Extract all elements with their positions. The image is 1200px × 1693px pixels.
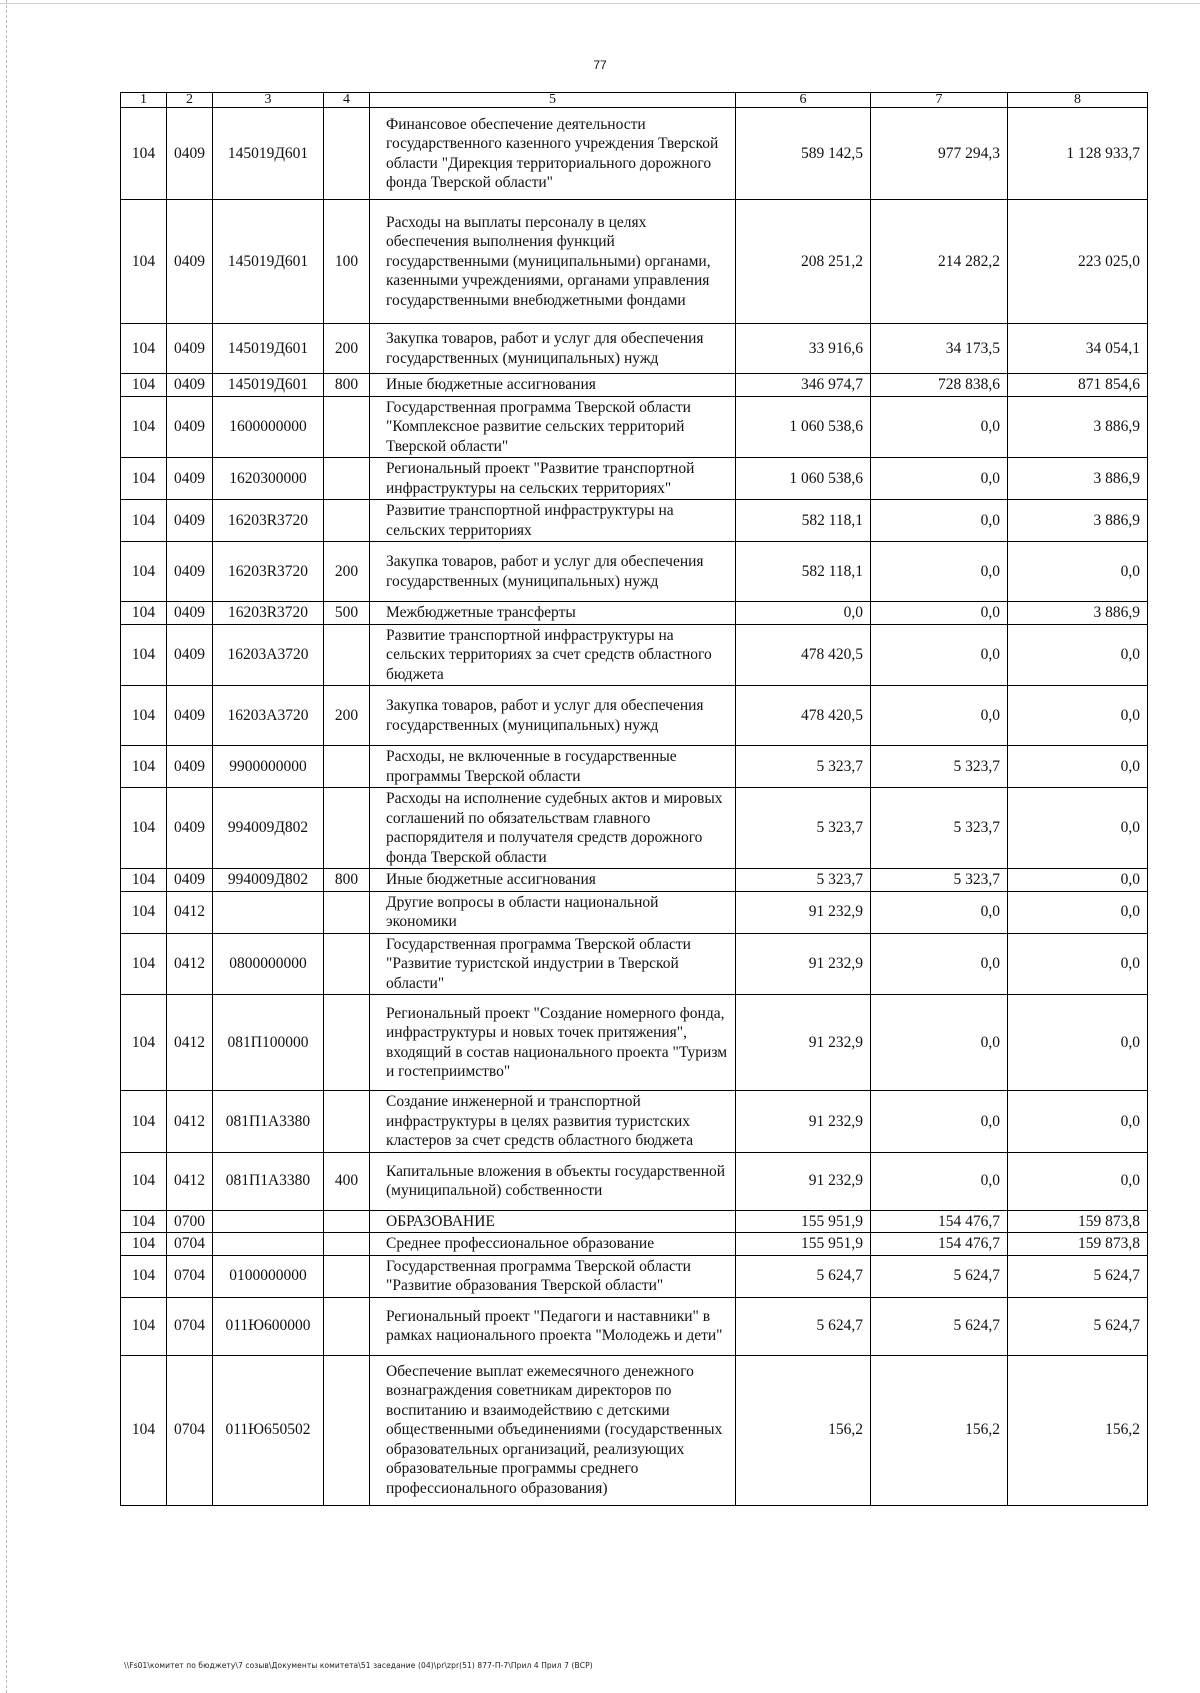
cell-description: Расходы на выплаты персоналу в целях обеспечения выполнения функций государственными (муниципальными) органами, казенными учреждениями, органами управления государственными внебюджетными фондами [370,200,736,324]
table-row [121,374,1148,397]
cell-target-article: 994009Д802 [213,788,324,869]
cell-expense-type [324,1091,370,1153]
cell-expense-type [324,1210,370,1233]
cell-target-article: 16203R3720 [213,542,324,602]
cell-description: Финансовое обеспечение деятельности государственного казенного учреждения Тверской области "Дирекция территориального дорожного фонда Тверской области" [370,108,736,200]
cell-amount-2025: 91 232,9 [736,995,871,1091]
table-row [121,602,1148,625]
header-col-4: 4 [324,93,370,108]
table-row [121,1233,1148,1256]
header-col-5: 5 [370,93,736,108]
cell-amount-2026: 154 476,7 [871,1210,1008,1233]
cell-subsection-code: 0412 [167,933,213,995]
cell-description: Развитие транспортной инфраструктуры на сельских территориях за счет средств областного бюджета [370,624,736,686]
cell-expense-type: 400 [324,1152,370,1210]
cell-expense-type [324,933,370,995]
cell-amount-2025: 33 916,6 [736,324,871,374]
cell-amount-2027: 0,0 [1008,869,1148,892]
cell-subsection-code: 0409 [167,788,213,869]
cell-description: Государственная программа Тверской области "Комплексное развитие сельских территорий Тверской области" [370,396,736,458]
cell-subsection-code: 0412 [167,1091,213,1153]
cell-amount-2027: 3 886,9 [1008,602,1148,625]
cell-subsection-code: 0704 [167,1233,213,1256]
cell-section-code: 104 [121,542,167,602]
cell-subsection-code: 0409 [167,869,213,892]
cell-amount-2027: 156,2 [1008,1355,1148,1505]
cell-amount-2025: 1 060 538,6 [736,458,871,500]
cell-amount-2026: 34 173,5 [871,324,1008,374]
cell-section-code: 104 [121,602,167,625]
cell-target-article: 16203R3720 [213,602,324,625]
cell-expense-type [324,1297,370,1355]
cell-subsection-code: 0409 [167,542,213,602]
table-row [121,869,1148,892]
cell-subsection-code: 0409 [167,458,213,500]
cell-amount-2026: 5 624,7 [871,1255,1008,1297]
cell-subsection-code: 0409 [167,624,213,686]
table-row [121,1255,1148,1297]
table-row [121,1210,1148,1233]
cell-section-code: 104 [121,1233,167,1256]
table-row [121,1091,1148,1153]
cell-subsection-code: 0409 [167,686,213,746]
cell-expense-type [324,108,370,200]
cell-amount-2027: 3 886,9 [1008,396,1148,458]
cell-subsection-code: 0704 [167,1255,213,1297]
table-row [121,458,1148,500]
cell-amount-2027: 159 873,8 [1008,1233,1148,1256]
cell-target-article: 9900000000 [213,746,324,788]
cell-amount-2026: 728 838,6 [871,374,1008,397]
cell-amount-2027: 0,0 [1008,788,1148,869]
cell-amount-2026: 5 323,7 [871,746,1008,788]
table-header-row [121,93,1148,108]
header-col-8: 8 [1008,93,1148,108]
cell-amount-2025: 478 420,5 [736,624,871,686]
cell-section-code: 104 [121,1210,167,1233]
cell-section-code: 104 [121,686,167,746]
table-row [121,1297,1148,1355]
cell-section-code: 104 [121,746,167,788]
cell-amount-2027: 159 873,8 [1008,1210,1148,1233]
cell-description: Развитие транспортной инфраструктуры на сельских территориях [370,500,736,542]
cell-expense-type: 200 [324,324,370,374]
cell-target-article: 081П100000 [213,995,324,1091]
cell-amount-2026: 5 323,7 [871,788,1008,869]
cell-description: Региональный проект "Развитие транспортной инфраструктуры на сельских территориях" [370,458,736,500]
cell-description: Иные бюджетные ассигнования [370,374,736,397]
cell-amount-2027: 0,0 [1008,891,1148,933]
cell-description: Государственная программа Тверской области "Развитие туристской индустрии в Тверской области" [370,933,736,995]
cell-amount-2027: 0,0 [1008,624,1148,686]
cell-amount-2025: 582 118,1 [736,542,871,602]
table-row [121,108,1148,200]
cell-section-code: 104 [121,458,167,500]
cell-expense-type [324,891,370,933]
cell-expense-type [324,746,370,788]
cell-target-article [213,1233,324,1256]
cell-subsection-code: 0704 [167,1297,213,1355]
cell-subsection-code: 0409 [167,396,213,458]
table-row [121,686,1148,746]
cell-amount-2025: 91 232,9 [736,891,871,933]
cell-amount-2026: 0,0 [871,542,1008,602]
cell-amount-2025: 0,0 [736,602,871,625]
cell-amount-2027: 3 886,9 [1008,458,1148,500]
cell-description: Расходы, не включенные в государственные программы Тверской области [370,746,736,788]
cell-amount-2026: 0,0 [871,1091,1008,1153]
cell-amount-2025: 91 232,9 [736,933,871,995]
cell-description: Создание инженерной и транспортной инфраструктуры в целях развития туристских кластеров за счет средств областного бюджета [370,1091,736,1153]
cell-target-article: 145019Д601 [213,200,324,324]
cell-target-article: 1620300000 [213,458,324,500]
cell-amount-2027: 0,0 [1008,1091,1148,1153]
cell-section-code: 104 [121,995,167,1091]
cell-expense-type [324,624,370,686]
cell-amount-2027: 0,0 [1008,995,1148,1091]
cell-description: Региональный проект "Педагоги и наставники" в рамках национального проекта "Молодежь и дети" [370,1297,736,1355]
header-col-2: 2 [167,93,213,108]
table-row [121,324,1148,374]
cell-subsection-code: 0409 [167,324,213,374]
cell-amount-2026: 0,0 [871,624,1008,686]
cell-amount-2025: 155 951,9 [736,1210,871,1233]
cell-expense-type [324,1355,370,1505]
cell-amount-2026: 5 323,7 [871,869,1008,892]
cell-section-code: 104 [121,500,167,542]
table-row [121,1355,1148,1505]
header-col-6: 6 [736,93,871,108]
cell-target-article: 16203A3720 [213,686,324,746]
cell-amount-2027: 34 054,1 [1008,324,1148,374]
table-row [121,500,1148,542]
cell-expense-type [324,500,370,542]
cell-amount-2026: 0,0 [871,1152,1008,1210]
cell-amount-2027: 0,0 [1008,933,1148,995]
cell-amount-2026: 0,0 [871,458,1008,500]
file-path-footer: \\Fs01\комитет по бюджету\7 созыв\Документы комитета\51 заседание (04)\pr\zpr(51) 877-П-7\Прил 4 Прил 7 (ВСР) [124,1661,593,1670]
cell-description: Закупка товаров, работ и услуг для обеспечения государственных (муниципальных) нужд [370,686,736,746]
cell-amount-2027: 0,0 [1008,746,1148,788]
cell-target-article: 081П1А3380 [213,1152,324,1210]
cell-expense-type [324,396,370,458]
header-col-7: 7 [871,93,1008,108]
cell-amount-2026: 977 294,3 [871,108,1008,200]
cell-amount-2026: 0,0 [871,891,1008,933]
cell-section-code: 104 [121,1355,167,1505]
table-row [121,200,1148,324]
cell-amount-2025: 5 624,7 [736,1255,871,1297]
cell-amount-2027: 871 854,6 [1008,374,1148,397]
cell-amount-2025: 589 142,5 [736,108,871,200]
cell-expense-type: 800 [324,374,370,397]
cell-target-article: 145019Д601 [213,324,324,374]
table-row [121,624,1148,686]
cell-subsection-code: 0409 [167,108,213,200]
cell-amount-2027: 1 128 933,7 [1008,108,1148,200]
cell-description: Региональный проект "Создание номерного фонда, инфраструктуры и новых точек притяжения", входящий в состав национального проекта "Туризм и гостеприимство" [370,995,736,1091]
table-row [121,542,1148,602]
cell-amount-2026: 214 282,2 [871,200,1008,324]
cell-subsection-code: 0409 [167,500,213,542]
cell-subsection-code: 0412 [167,891,213,933]
cell-subsection-code: 0704 [167,1355,213,1505]
cell-description: Государственная программа Тверской области "Развитие образования Тверской области" [370,1255,736,1297]
cell-description: Межбюджетные трансферты [370,602,736,625]
cell-description: Капитальные вложения в объекты государственной (муниципальной) собственности [370,1152,736,1210]
cell-target-article: 1600000000 [213,396,324,458]
cell-amount-2025: 156,2 [736,1355,871,1505]
cell-target-article [213,891,324,933]
cell-target-article: 16203A3720 [213,624,324,686]
cell-amount-2027: 0,0 [1008,686,1148,746]
cell-subsection-code: 0700 [167,1210,213,1233]
cell-section-code: 104 [121,891,167,933]
scan-left-edge [6,0,8,1693]
header-col-1: 1 [121,93,167,108]
table-row [121,746,1148,788]
cell-amount-2027: 0,0 [1008,1152,1148,1210]
cell-amount-2025: 155 951,9 [736,1233,871,1256]
cell-section-code: 104 [121,1297,167,1355]
cell-amount-2025: 1 060 538,6 [736,396,871,458]
cell-amount-2025: 5 323,7 [736,788,871,869]
cell-subsection-code: 0409 [167,374,213,397]
cell-section-code: 104 [121,108,167,200]
scan-top-edge [0,3,1200,4]
cell-amount-2025: 91 232,9 [736,1091,871,1153]
cell-amount-2025: 5 323,7 [736,869,871,892]
cell-amount-2026: 154 476,7 [871,1233,1008,1256]
cell-section-code: 104 [121,624,167,686]
cell-amount-2026: 0,0 [871,602,1008,625]
table-row [121,995,1148,1091]
cell-section-code: 104 [121,324,167,374]
cell-section-code: 104 [121,374,167,397]
cell-amount-2027: 5 624,7 [1008,1255,1148,1297]
budget-table [120,92,1148,1506]
cell-amount-2026: 0,0 [871,396,1008,458]
cell-amount-2027: 223 025,0 [1008,200,1148,324]
cell-amount-2025: 346 974,7 [736,374,871,397]
cell-target-article [213,1210,324,1233]
cell-description: ОБРАЗОВАНИЕ [370,1210,736,1233]
table-row [121,1152,1148,1210]
cell-section-code: 104 [121,869,167,892]
cell-target-article: 145019Д601 [213,374,324,397]
cell-amount-2027: 5 624,7 [1008,1297,1148,1355]
page-number: 77 [593,58,607,72]
cell-expense-type [324,1255,370,1297]
cell-expense-type: 200 [324,686,370,746]
cell-target-article: 0100000000 [213,1255,324,1297]
cell-expense-type [324,788,370,869]
cell-description: Закупка товаров, работ и услуг для обеспечения государственных (муниципальных) нужд [370,542,736,602]
cell-amount-2026: 0,0 [871,686,1008,746]
cell-description: Закупка товаров, работ и услуг для обеспечения государственных (муниципальных) нужд [370,324,736,374]
table-row [121,933,1148,995]
cell-target-article: 0800000000 [213,933,324,995]
cell-section-code: 104 [121,200,167,324]
cell-target-article: 011Ю600000 [213,1297,324,1355]
cell-amount-2025: 5 323,7 [736,746,871,788]
cell-expense-type: 500 [324,602,370,625]
header-col-3: 3 [213,93,324,108]
cell-target-article: 011Ю650502 [213,1355,324,1505]
cell-description: Среднее профессиональное образование [370,1233,736,1256]
table-body [121,108,1148,1506]
cell-amount-2027: 0,0 [1008,542,1148,602]
cell-amount-2026: 0,0 [871,995,1008,1091]
cell-section-code: 104 [121,1255,167,1297]
cell-amount-2025: 91 232,9 [736,1152,871,1210]
cell-expense-type: 800 [324,869,370,892]
cell-description: Расходы на исполнение судебных актов и мировых соглашений по обязательствам главного распорядителя и получателя средств дорожного фонда Тверской области [370,788,736,869]
cell-section-code: 104 [121,1152,167,1210]
cell-subsection-code: 0409 [167,602,213,625]
table-row [121,396,1148,458]
cell-description: Другие вопросы в области национальной экономики [370,891,736,933]
cell-amount-2025: 582 118,1 [736,500,871,542]
cell-subsection-code: 0409 [167,746,213,788]
cell-amount-2026: 156,2 [871,1355,1008,1505]
cell-target-article: 081П1А3380 [213,1091,324,1153]
cell-section-code: 104 [121,933,167,995]
cell-amount-2025: 5 624,7 [736,1297,871,1355]
cell-expense-type: 200 [324,542,370,602]
cell-expense-type [324,458,370,500]
cell-description: Обеспечение выплат ежемесячного денежного вознаграждения советникам директоров по воспитанию и взаимодействию с детскими общественными объединениями (государственных образовательных организаций, реализующих образовательные программы среднего профессионального образования) [370,1355,736,1505]
cell-description: Иные бюджетные ассигнования [370,869,736,892]
cell-section-code: 104 [121,1091,167,1153]
cell-amount-2026: 5 624,7 [871,1297,1008,1355]
table-row [121,788,1148,869]
table-row [121,891,1148,933]
cell-target-article: 145019Д601 [213,108,324,200]
cell-section-code: 104 [121,788,167,869]
cell-section-code: 104 [121,396,167,458]
cell-amount-2026: 0,0 [871,500,1008,542]
cell-subsection-code: 0409 [167,200,213,324]
cell-subsection-code: 0412 [167,995,213,1091]
cell-target-article: 16203R3720 [213,500,324,542]
cell-amount-2025: 208 251,2 [736,200,871,324]
cell-amount-2027: 3 886,9 [1008,500,1148,542]
cell-expense-type: 100 [324,200,370,324]
cell-amount-2026: 0,0 [871,933,1008,995]
cell-subsection-code: 0412 [167,1152,213,1210]
cell-target-article: 994009Д802 [213,869,324,892]
cell-expense-type [324,995,370,1091]
cell-expense-type [324,1233,370,1256]
cell-amount-2025: 478 420,5 [736,686,871,746]
